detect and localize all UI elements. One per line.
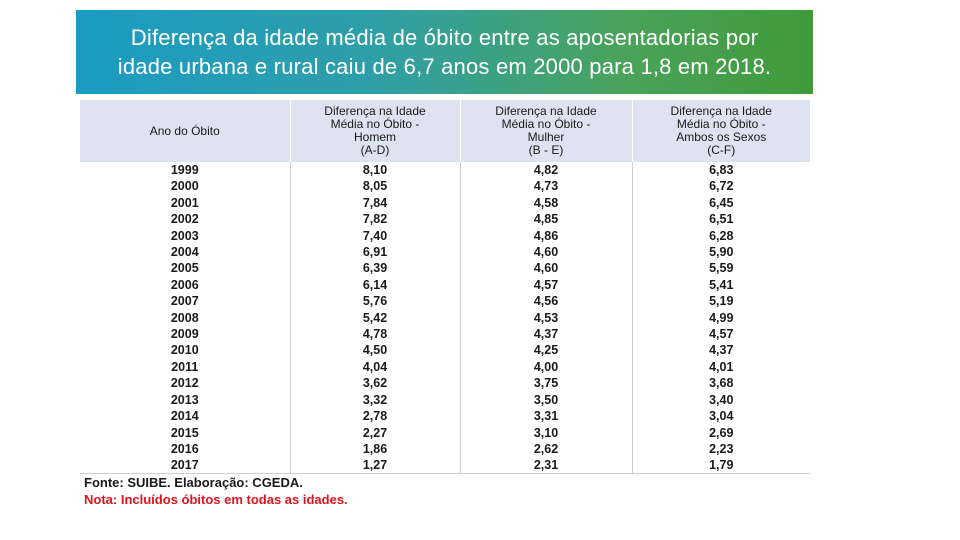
value-cell: 1,27: [290, 457, 460, 473]
value-cell: 4,50: [290, 342, 460, 358]
value-cell: 4,85: [460, 211, 632, 227]
table-row: [80, 342, 810, 358]
value-cell: 6,39: [290, 260, 460, 276]
table-row: [80, 277, 810, 293]
table-row: [80, 441, 810, 457]
year-cell: 2002: [170, 212, 199, 227]
value-cell: 4,86: [460, 228, 632, 244]
value-cell: 6,28: [632, 228, 810, 244]
value-cell: 8,05: [290, 178, 460, 194]
table-header-row: [80, 100, 810, 162]
table-row: [80, 178, 810, 194]
value-cell: 6,72: [632, 178, 810, 194]
note-text: Nota: Incluídos óbitos em todas as idades.: [84, 492, 348, 507]
value-cell: 2,31: [460, 457, 632, 473]
year-cell: 2014: [170, 409, 199, 424]
value-cell: 5,41: [632, 277, 810, 293]
table-body: [80, 162, 810, 474]
table-row: [80, 375, 810, 391]
year-cell: 2017: [170, 458, 199, 473]
table-row: [80, 228, 810, 244]
value-cell: 6,91: [290, 244, 460, 260]
slide-title: Diferença da idade média de óbito entre as aposentadorias por idade urbana e rural caiu de 6,7 anos em 2000 para 1,8 em 2018.: [117, 25, 772, 79]
value-cell: 2,62: [460, 441, 632, 457]
data-table: [80, 100, 810, 474]
year-cell: 2009: [170, 327, 199, 342]
value-cell: 3,04: [632, 408, 810, 424]
value-cell: 3,50: [460, 392, 632, 408]
value-cell: 3,32: [290, 392, 460, 408]
value-cell: 4,78: [290, 326, 460, 342]
data-table-container: [80, 100, 810, 474]
table-row: [80, 425, 810, 441]
value-cell: 2,78: [290, 408, 460, 424]
value-cell: 7,84: [290, 195, 460, 211]
value-cell: 4,58: [460, 195, 632, 211]
value-cell: 3,31: [460, 408, 632, 424]
value-cell: 4,82: [460, 162, 632, 178]
value-cell: 3,10: [460, 425, 632, 441]
table-row: [80, 326, 810, 342]
table-row: [80, 260, 810, 276]
header-men: Diferença na Idade Média no Óbito - Homem (A-D): [290, 100, 460, 162]
table-row: [80, 195, 810, 211]
header-women: Diferença na Idade Média no Óbito - Mulher (B - E): [460, 100, 632, 162]
value-cell: 4,60: [460, 260, 632, 276]
title-banner: [76, 10, 813, 94]
year-cell: 1999: [170, 163, 199, 177]
year-cell: 2000: [170, 179, 199, 194]
value-cell: 6,83: [632, 162, 810, 178]
value-cell: 2,69: [632, 425, 810, 441]
value-cell: 4,01: [632, 359, 810, 375]
value-cell: 6,45: [632, 195, 810, 211]
year-cell: 2003: [170, 228, 199, 243]
year-cell: 2004: [170, 245, 199, 260]
value-cell: 5,90: [632, 244, 810, 260]
value-cell: 6,14: [290, 277, 460, 293]
table-row: [80, 408, 810, 424]
value-cell: 5,76: [290, 293, 460, 309]
header-both: Diferença na Idade Média no Óbito - Ambos os Sexos (C-F): [632, 100, 810, 162]
value-cell: 7,82: [290, 211, 460, 227]
year-cell: 2011: [171, 359, 199, 374]
year-cell: 2013: [170, 392, 199, 407]
value-cell: 4,04: [290, 359, 460, 375]
table-row: [80, 457, 810, 473]
value-cell: 4,53: [460, 310, 632, 326]
value-cell: 5,19: [632, 293, 810, 309]
year-cell: 2015: [170, 425, 199, 440]
value-cell: 4,56: [460, 293, 632, 309]
year-cell: 2010: [170, 343, 199, 358]
table-row: [80, 211, 810, 227]
value-cell: 4,37: [632, 342, 810, 358]
year-cell: 2012: [170, 376, 199, 391]
year-cell: 2007: [170, 294, 199, 309]
value-cell: 3,62: [290, 375, 460, 391]
value-cell: 3,40: [632, 392, 810, 408]
value-cell: 7,40: [290, 228, 460, 244]
value-cell: 8,10: [290, 162, 460, 178]
table-row: [80, 293, 810, 309]
value-cell: 2,27: [290, 425, 460, 441]
value-cell: 4,73: [460, 178, 632, 194]
value-cell: 4,99: [632, 310, 810, 326]
value-cell: 1,79: [632, 457, 810, 473]
value-cell: 2,23: [632, 441, 810, 457]
year-cell: 2006: [170, 277, 199, 292]
year-cell: 2001: [170, 195, 199, 210]
table-row: [80, 244, 810, 260]
table-footer: [84, 474, 348, 508]
year-cell: 2008: [170, 310, 199, 325]
value-cell: 4,57: [460, 277, 632, 293]
value-cell: 5,42: [290, 310, 460, 326]
value-cell: 1,86: [290, 441, 460, 457]
year-cell: 2016: [170, 441, 199, 456]
year-cell: 2005: [170, 261, 199, 276]
value-cell: 5,59: [632, 260, 810, 276]
source-text: Fonte: SUIBE. Elaboração: CGEDA.: [84, 475, 303, 490]
value-cell: 3,75: [460, 375, 632, 391]
table-row: [80, 310, 810, 326]
value-cell: 4,60: [460, 244, 632, 260]
value-cell: 4,00: [460, 359, 632, 375]
value-cell: 4,25: [460, 342, 632, 358]
value-cell: 4,37: [460, 326, 632, 342]
table-row: [80, 359, 810, 375]
table-row: [80, 392, 810, 408]
value-cell: 6,51: [632, 211, 810, 227]
value-cell: 4,57: [632, 326, 810, 342]
table-row: [80, 162, 810, 178]
header-year: Ano do Óbito: [80, 100, 290, 162]
value-cell: 3,68: [632, 375, 810, 391]
